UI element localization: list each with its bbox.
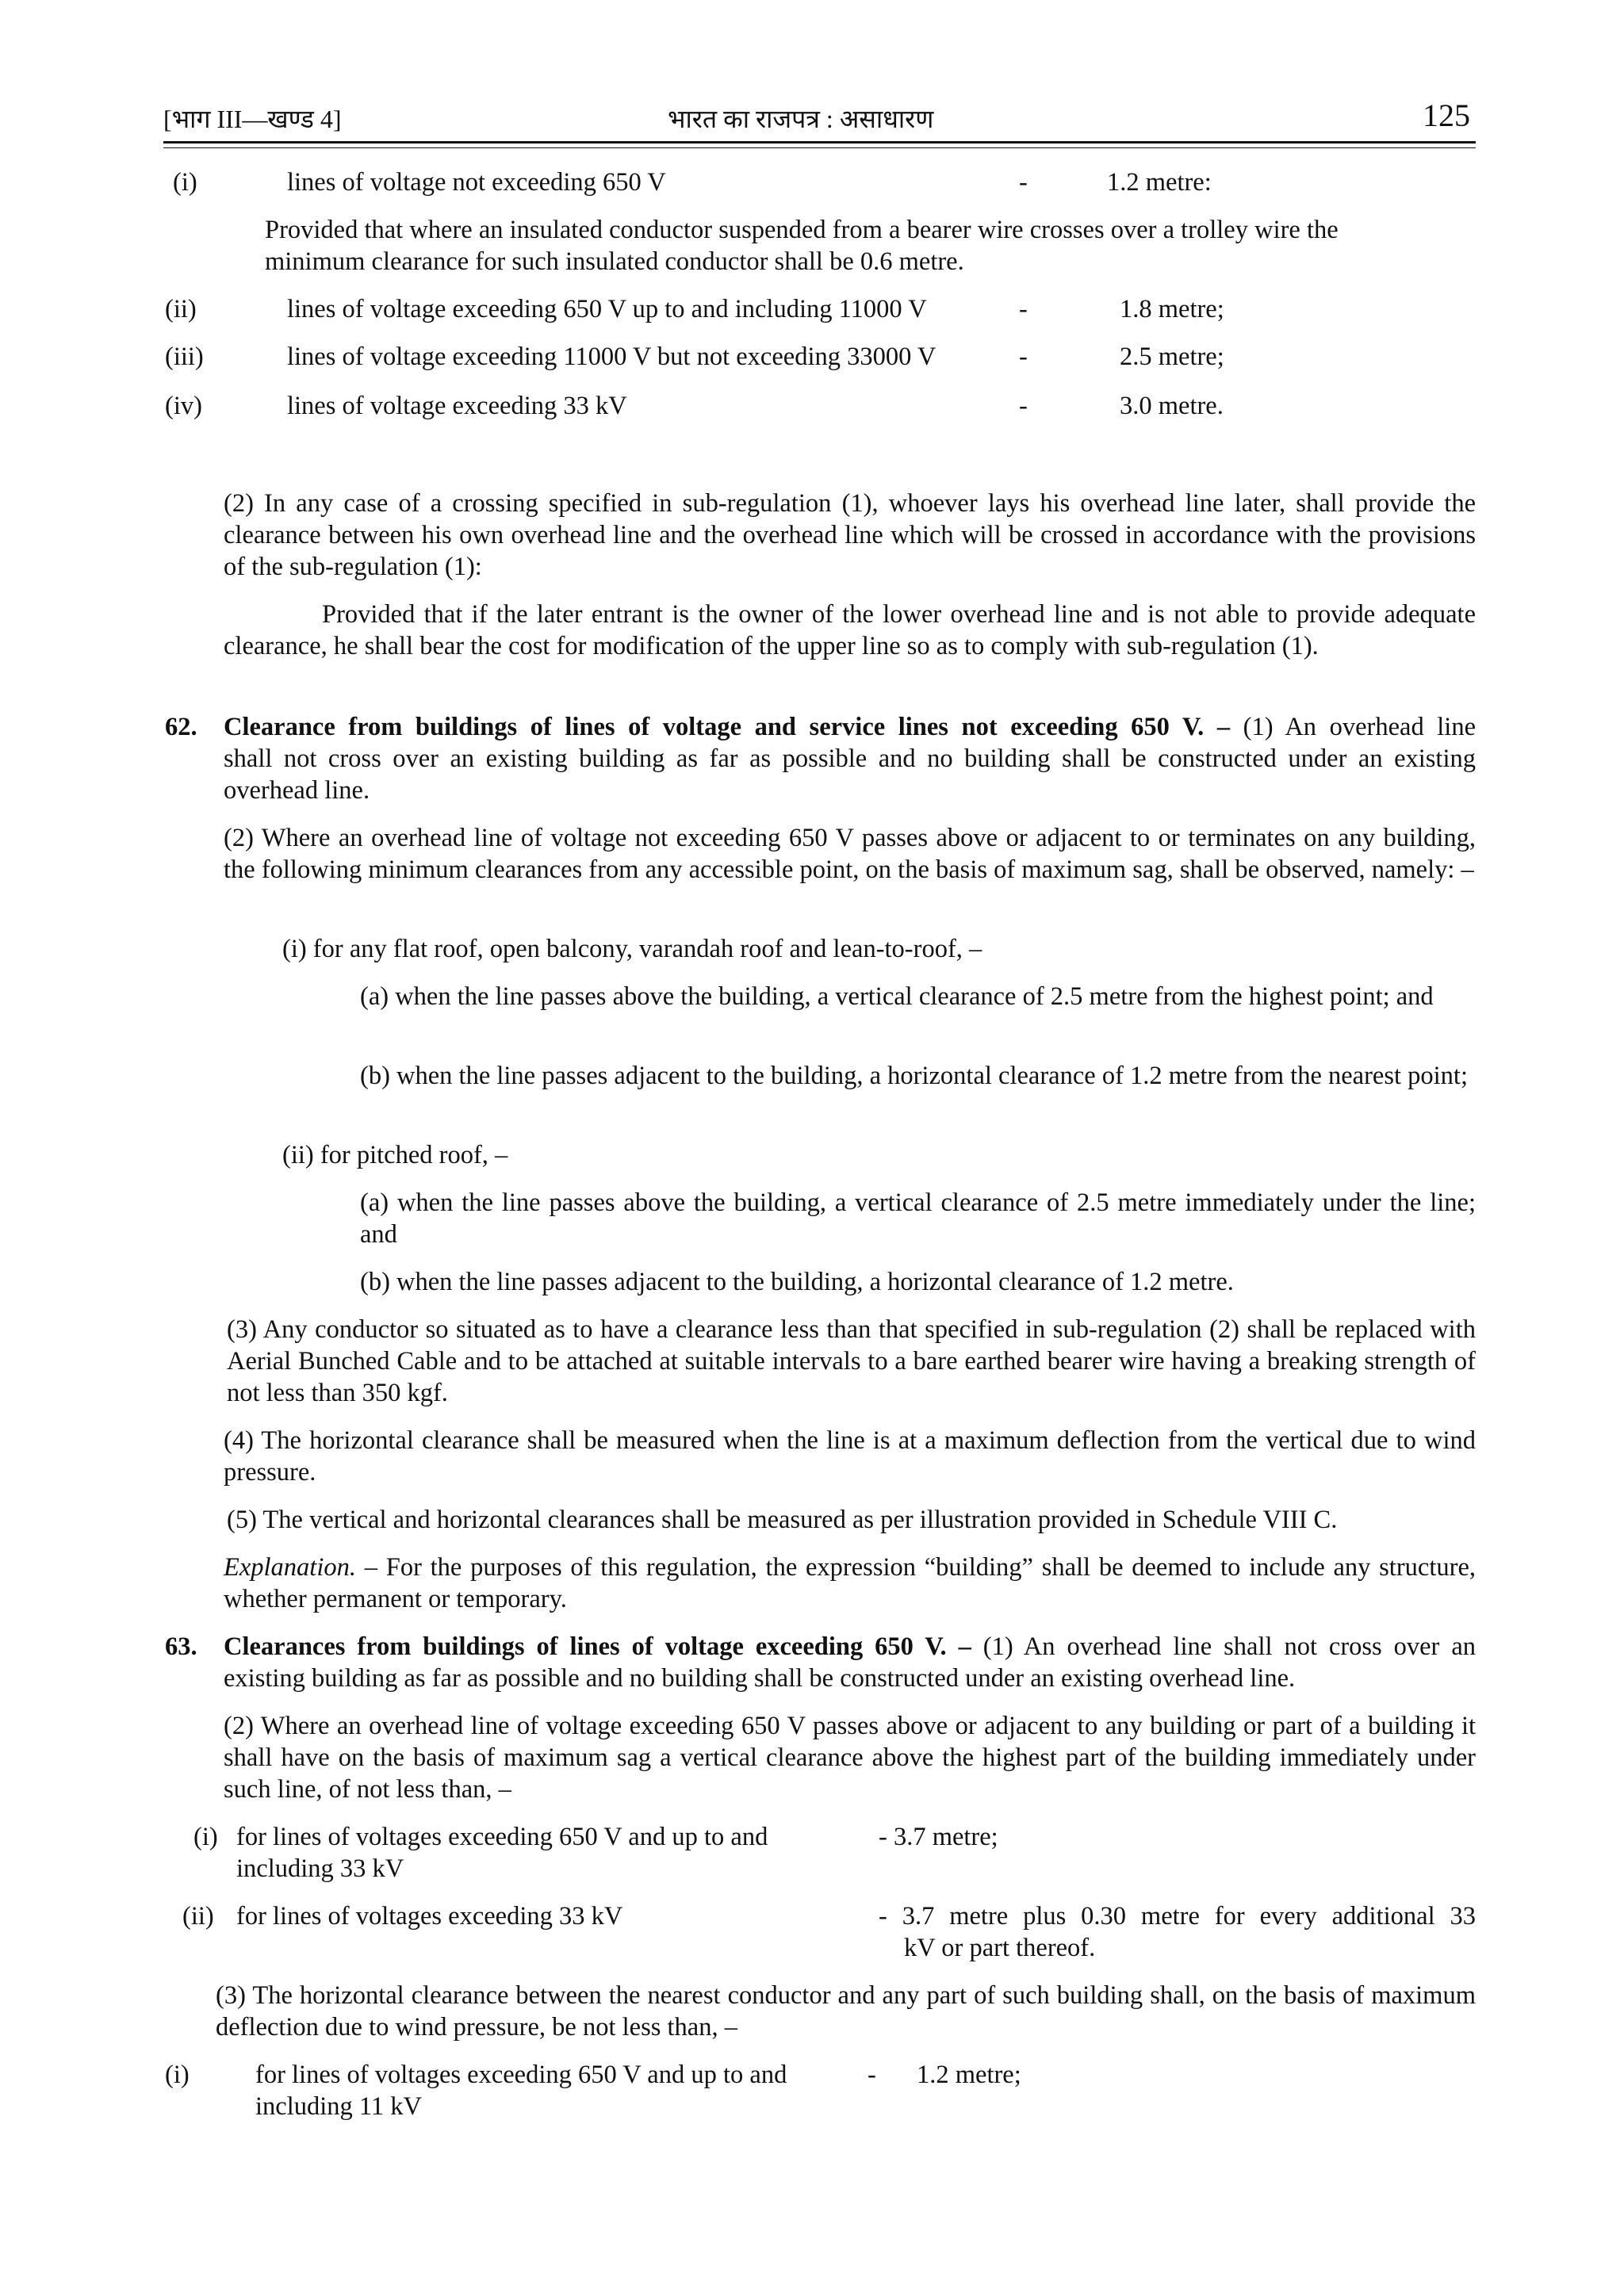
horizontal-item-i-number: (i) <box>165 2061 190 2089</box>
vertical-item-i-number: (i) <box>193 1823 218 1851</box>
regulation-63-number: 63. <box>165 1632 197 1661</box>
regulation-62-sub-5: (5) The vertical and horizontal clearances shall be measured as per illustration provided in Schedule VIII C. <box>227 1506 1338 1534</box>
proviso-line-1: Provided that where an insulated conductor suspended from a bearer wire crosses over a trolley wire the <box>265 216 1339 244</box>
page-number: 125 <box>1423 98 1470 133</box>
row-i-number: (i) <box>173 168 197 197</box>
row-iv-number: (iv) <box>165 392 202 420</box>
regulation-62-item-i-a: (a) when the line passes above the building, a vertical clearance of 2.5 metre from the highest point; and <box>360 982 1434 1011</box>
horizontal-item-i-dash: - <box>868 2061 876 2089</box>
horizontal-item-i-description-line-2: including 11 kV <box>255 2092 423 2121</box>
row-ii-dash: - <box>1019 295 1028 323</box>
row-ii-value: 1.8 metre; <box>1120 295 1224 323</box>
regulation-62-continuation: shall not cross over an existing building as far as possible and no building shall be constructed under an existing overhead line. <box>224 744 1476 805</box>
sub-regulation-2-crossing: (2) In any case of a crossing specified in sub-regulation (1), whoever lays his overhead line later, shall provide the clearance between his own overhead line and the overhead line which will be crossed in accordance with the provisions of the sub-regulation (1): <box>224 489 1476 581</box>
regulation-62-explanation <box>224 1552 1476 1615</box>
row-iii-dash: - <box>1019 342 1028 371</box>
regulation-63-sub-2: (2) Where an overhead line of voltage exceeding 650 V passes above or adjacent to any building or part of a building it shall have on the basis of maximum sag a vertical clearance above the highest part of the building immediately under such line, of not less than, – <box>224 1712 1476 1804</box>
explanation-text: – For the purposes of this regulation, the expression “building” shall be deemed to include any structure, whether permanent or temporary. <box>224 1553 1476 1613</box>
horizontal-item-i-description-line-1: for lines of voltages exceeding 650 V and up to and <box>255 2061 787 2089</box>
sub-regulation-2-proviso: Provided that if the later entrant is the owner of the lower overhead line and is not able to provide adequate clearance, he shall bear the cost for modification of the upper line so as to comply with sub-regulation (1). <box>224 600 1476 660</box>
regulation-63-continuation: existing building as far as possible and no building shall be constructed under an existing overhead line. <box>224 1664 1296 1693</box>
row-i-dash: - <box>1019 168 1028 197</box>
regulation-62-first-line <box>224 711 1476 743</box>
header-rule-thick <box>163 141 1476 144</box>
vertical-item-i-value: - 3.7 metre; <box>879 1823 998 1851</box>
regulation-62-sub-2: (2) Where an overhead line of voltage not exceeding 650 V passes above or adjacent to or terminates on any building, the following minimum clearances from any accessible point, on the basis of maximum sag, shall be observed, namely: – <box>224 824 1476 884</box>
vertical-item-ii-value-line-1: - 3.7 metre plus 0.30 metre for every additional 33 <box>879 1902 1476 1931</box>
vertical-item-ii-number: (ii) <box>182 1902 214 1931</box>
regulation-62-item-ii: (ii) for pitched roof, – <box>282 1141 508 1169</box>
regulation-62-sub-3: (3) Any conductor so situated as to have a clearance less than that specified in sub-regulation (2) shall be replaced with Aerial Bunched Cable and to be attached at suitable intervals to a bare earthed bearer wire having a breaking strength of not less than 350 kgf. <box>227 1315 1476 1407</box>
regulation-62-first-line-text: (1) An overhead line <box>1243 713 1476 741</box>
header-part-label: [भाग III—खण्ड 4] <box>163 105 342 133</box>
proviso-line-2: minimum clearance for such insulated conductor shall be 0.6 metre. <box>265 247 964 276</box>
row-i-description: lines of voltage not exceeding 650 V <box>287 168 666 197</box>
vertical-item-i-description-line-2: including 33 kV <box>236 1854 404 1883</box>
header-rule-thin <box>163 147 1476 148</box>
row-iii-value: 2.5 metre; <box>1120 342 1224 371</box>
regulation-63-first-line <box>224 1631 1476 1663</box>
row-iii-number: (iii) <box>165 342 204 371</box>
row-iv-dash: - <box>1019 392 1028 420</box>
horizontal-item-i-value: 1.2 metre; <box>917 2061 1021 2089</box>
regulation-63-sub-3: (3) The horizontal clearance between the nearest conductor and any part of such building shall, on the basis of maximum deflection due to wind pressure, be not less than, – <box>216 1981 1476 2042</box>
vertical-item-i-description-line-1: for lines of voltages exceeding 650 V and up to and <box>236 1823 768 1851</box>
vertical-item-ii-description: for lines of voltages exceeding 33 kV <box>236 1902 623 1931</box>
regulation-62-item-i: (i) for any flat roof, open balcony, varandah roof and lean-to-roof, – <box>282 935 982 963</box>
regulation-62-item-i-b: (b) when the line passes adjacent to the building, a horizontal clearance of 1.2 metre from the nearest point; <box>360 1062 1468 1090</box>
regulation-62-sub-4: (4) The horizontal clearance shall be measured when the line is at a maximum deflection from the vertical due to wind pressure. <box>224 1426 1476 1487</box>
regulation-62-number: 62. <box>165 713 197 741</box>
regulation-63-first-line-text: (1) An overhead line shall not cross over an <box>982 1632 1476 1661</box>
vertical-item-ii-value-line-2: kV or part thereof. <box>904 1934 1096 1962</box>
row-i-value: 1.2 metre: <box>1107 168 1212 197</box>
regulation-62-heading: Clearance from buildings of lines of voltage and service lines not exceeding 650 V. – <box>224 713 1231 741</box>
regulation-62-item-ii-a: (a) when the line passes above the building, a vertical clearance of 2.5 metre immediately under the line; and <box>360 1188 1476 1249</box>
regulation-63-heading: Clearances from buildings of lines of voltage exceeding 650 V. – <box>224 1632 971 1661</box>
row-ii-description: lines of voltage exceeding 650 V up to and including 11000 V <box>287 295 927 323</box>
header-gazette-title: भारत का राजपत्र : असाधारण <box>668 105 934 133</box>
row-iv-value: 3.0 metre. <box>1120 392 1224 420</box>
explanation-label: Explanation. <box>224 1553 356 1582</box>
row-iii-description: lines of voltage exceeding 11000 V but not exceeding 33000 V <box>287 342 936 371</box>
row-iv-description: lines of voltage exceeding 33 kV <box>287 392 627 420</box>
regulation-62-item-ii-b: (b) when the line passes adjacent to the building, a horizontal clearance of 1.2 metre. <box>360 1268 1234 1296</box>
row-ii-number: (ii) <box>165 295 197 323</box>
